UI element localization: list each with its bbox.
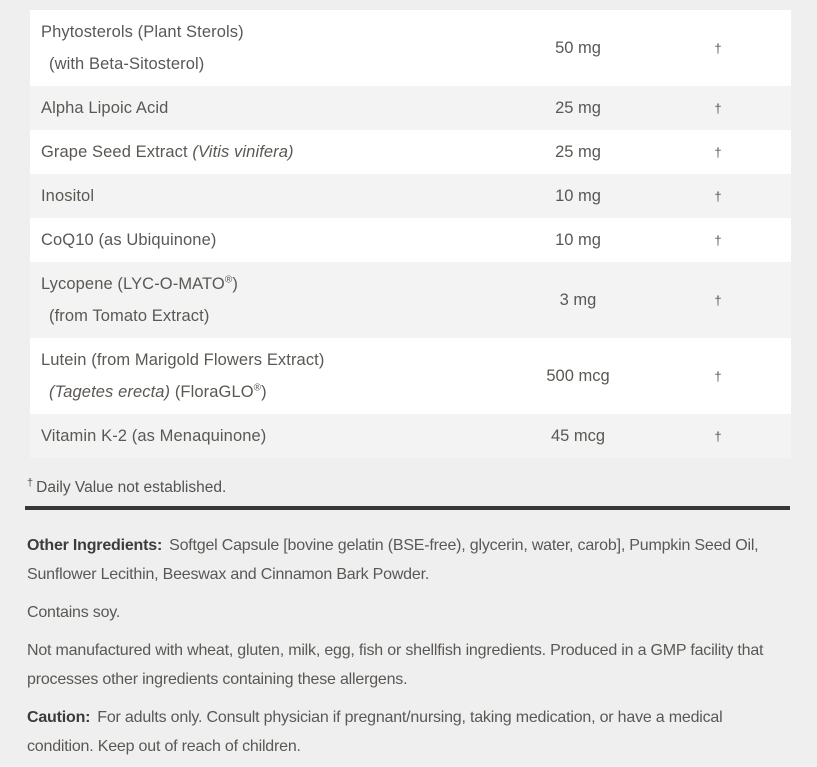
other-ingredients-text: Softgel Capsule [bovine gelatin (BSE-free), glycerin, water, carob], Pumpkin Seed Oil, Sunflower Lecithin, Beeswax and Cinnamon Bark Powder. [27,537,759,583]
ingredient-name-segment: Inositol [41,187,95,205]
daily-value-dagger: † [714,144,722,160]
daily-value-footnote [27,478,791,497]
ingredient-name-line [41,268,488,300]
ingredient-name [30,414,488,458]
other-ingredients-label: Other Ingredients: [27,537,163,554]
supplement-row [30,218,791,262]
ingredient-amount: 3 mg [559,290,597,309]
supplement-row [30,86,791,130]
ingredient-name [30,130,488,174]
supplement-table [30,10,791,458]
daily-value-dagger: † [714,232,722,248]
other-ingredients-paragraph [27,531,792,589]
ingredient-name-segment: Grape Seed Extract [41,143,193,161]
dagger-symbol: † [27,476,34,489]
ingredient-amount: 50 mg [555,38,601,57]
ingredient-name-line [41,136,488,168]
ingredient-name-line [41,92,488,124]
ingredient-name [30,262,488,338]
daily-value-dagger: † [714,368,722,384]
ingredient-name [30,218,488,262]
ingredient-name-segment: Lycopene (LYC-O-MATO [41,275,225,293]
ingredient-amount: 45 mcg [550,426,606,445]
registered-trademark-symbol: ® [253,382,262,394]
caution-text: For adults only. Consult physician if pregnant/nursing, taking medication, or have a medical condition. Keep out of reach of children. [27,709,723,755]
daily-value-dagger: † [714,188,722,204]
daily-value-dagger: † [714,428,722,444]
daily-value-dagger: † [714,40,722,56]
allergen-statement: Not manufactured with wheat, gluten, milk, egg, fish or shellfish ingredients. Produced in a GMP facility that processes other ingredients containing these allergens. [27,642,764,688]
ingredient-name-segment: (Vitis vinifera) [192,143,294,161]
caution-paragraph [27,703,792,761]
ingredient-name-segment: ) [261,383,267,401]
daily-value-dagger: † [714,100,722,116]
ingredient-name [30,174,488,218]
ingredient-name-line [41,376,488,408]
ingredient-name-segment: (Tagetes erecta) [49,383,171,401]
ingredient-amount: 10 mg [555,186,601,205]
section-divider [25,506,790,510]
contains-statement: Contains soy. [27,604,121,621]
supplement-row [30,414,791,458]
ingredient-name-segment: Phytosterols (Plant Sterols) [41,23,244,41]
ingredient-name-line [41,48,488,80]
footnote-text: Daily Value not established. [36,479,227,496]
ingredient-name-segment: ) [232,275,238,293]
ingredient-name-segment: (from Tomato Extract) [49,307,210,325]
ingredient-name-line [41,300,488,332]
supplement-row [30,10,791,86]
ingredient-name [30,86,488,130]
ingredient-amount: 500 mcg [546,366,610,385]
ingredient-name-line [41,16,488,48]
ingredient-amount: 25 mg [555,142,601,161]
caution-label: Caution: [27,709,91,726]
supplement-row [30,130,791,174]
ingredient-name [30,338,488,414]
ingredient-name-line [41,180,488,212]
supplement-row [30,174,791,218]
supplement-row [30,262,791,338]
ingredient-name-segment: (FloraGLO [170,383,254,401]
ingredient-name-line [41,344,488,376]
registered-trademark-symbol: ® [224,274,233,286]
ingredient-amount: 10 mg [555,230,601,249]
ingredient-name-segment: Lutein (from Marigold Flowers Extract) [41,351,325,369]
ingredient-name-line [41,224,488,256]
ingredient-name-segment: Alpha Lipoic Acid [41,99,169,117]
daily-value-dagger: † [714,292,722,308]
ingredient-name-segment: CoQ10 (as Ubiquinone) [41,231,217,249]
ingredient-name [30,10,488,86]
info-section [27,531,792,761]
ingredient-name-segment: (with Beta-Sitosterol) [49,55,205,73]
ingredient-name-segment: Vitamin K-2 (as Menaquinone) [41,427,267,445]
ingredient-amount: 25 mg [555,98,601,117]
ingredient-name-line [41,420,488,452]
supplement-row [30,338,791,414]
